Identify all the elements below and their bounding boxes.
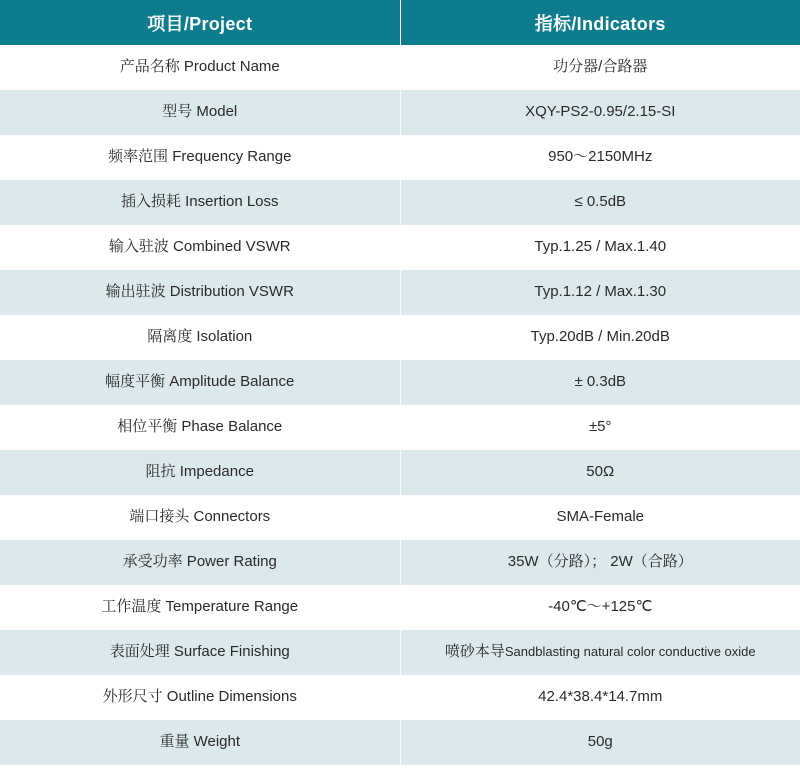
cell-project: 幅度平衡 Amplitude Balance [0,360,400,405]
cell-indicator: 42.4*38.4*14.7mm [400,675,800,720]
cell-indicator: XQY-PS2-0.95/2.15-SI [400,90,800,135]
table-header-row [0,0,800,45]
cell-indicator: Typ.1.12 / Max.1.30 [400,270,800,315]
cell-project: 承受功率 Power Rating [0,540,400,585]
table-row [0,135,800,180]
table-row [0,45,800,90]
cell-project: 产品名称 Product Name [0,45,400,90]
cell-indicator: Typ.20dB / Min.20dB [400,315,800,360]
cell-project: 相位平衡 Phase Balance [0,405,400,450]
table-row [0,405,800,450]
table-row [0,720,800,765]
cell-project: 阻抗 Impedance [0,450,400,495]
cell-project: 端口接头 Connectors [0,495,400,540]
cell-indicator [400,630,800,675]
table-row [0,630,800,675]
cell-project: 插入损耗 Insertion Loss [0,180,400,225]
cell-project: 型号 Model [0,90,400,135]
cell-indicator: 50Ω [400,450,800,495]
cell-project: 表面处理 Surface Finishing [0,630,400,675]
cell-indicator: Typ.1.25 / Max.1.40 [400,225,800,270]
cell-indicator: 50g [400,720,800,765]
cell-indicator: SMA-Female [400,495,800,540]
cell-project: 隔离度 Isolation [0,315,400,360]
cell-indicator: -40℃～+125℃ [400,585,800,630]
cell-project: 频率范围 Frequency Range [0,135,400,180]
cell-project: 工作温度 Temperature Range [0,585,400,630]
cell-project: 外形尺寸 Outline Dimensions [0,675,400,720]
cell-indicator: 35W（分路）； 2W（合路） [400,540,800,585]
cell-indicator: 950～2150MHz [400,135,800,180]
table-row [0,585,800,630]
cell-indicator: ≤ 0.5dB [400,180,800,225]
column-header-project: 项目/Project [0,0,400,45]
table-body [0,45,800,765]
cell-project: 输出驻波 Distribution VSWR [0,270,400,315]
cell-indicator: 功分器/合路器 [400,45,800,90]
table-row [0,495,800,540]
table-row [0,270,800,315]
cell-project: 重量 Weight [0,720,400,765]
table-row [0,315,800,360]
table-row [0,450,800,495]
table-row [0,675,800,720]
table-row [0,225,800,270]
table-header [0,0,800,45]
cell-indicator-cn: 喷砂本导 [444,643,505,661]
cell-project: 输入驻波 Combined VSWR [0,225,400,270]
cell-indicator: ±5° [400,405,800,450]
column-header-indicators: 指标/Indicators [400,0,800,45]
cell-indicator-en: Sandblasting natural color conductive oxide [504,644,756,660]
table-row [0,540,800,585]
cell-indicator: ± 0.3dB [400,360,800,405]
table-row [0,180,800,225]
table-row [0,90,800,135]
table-row [0,360,800,405]
